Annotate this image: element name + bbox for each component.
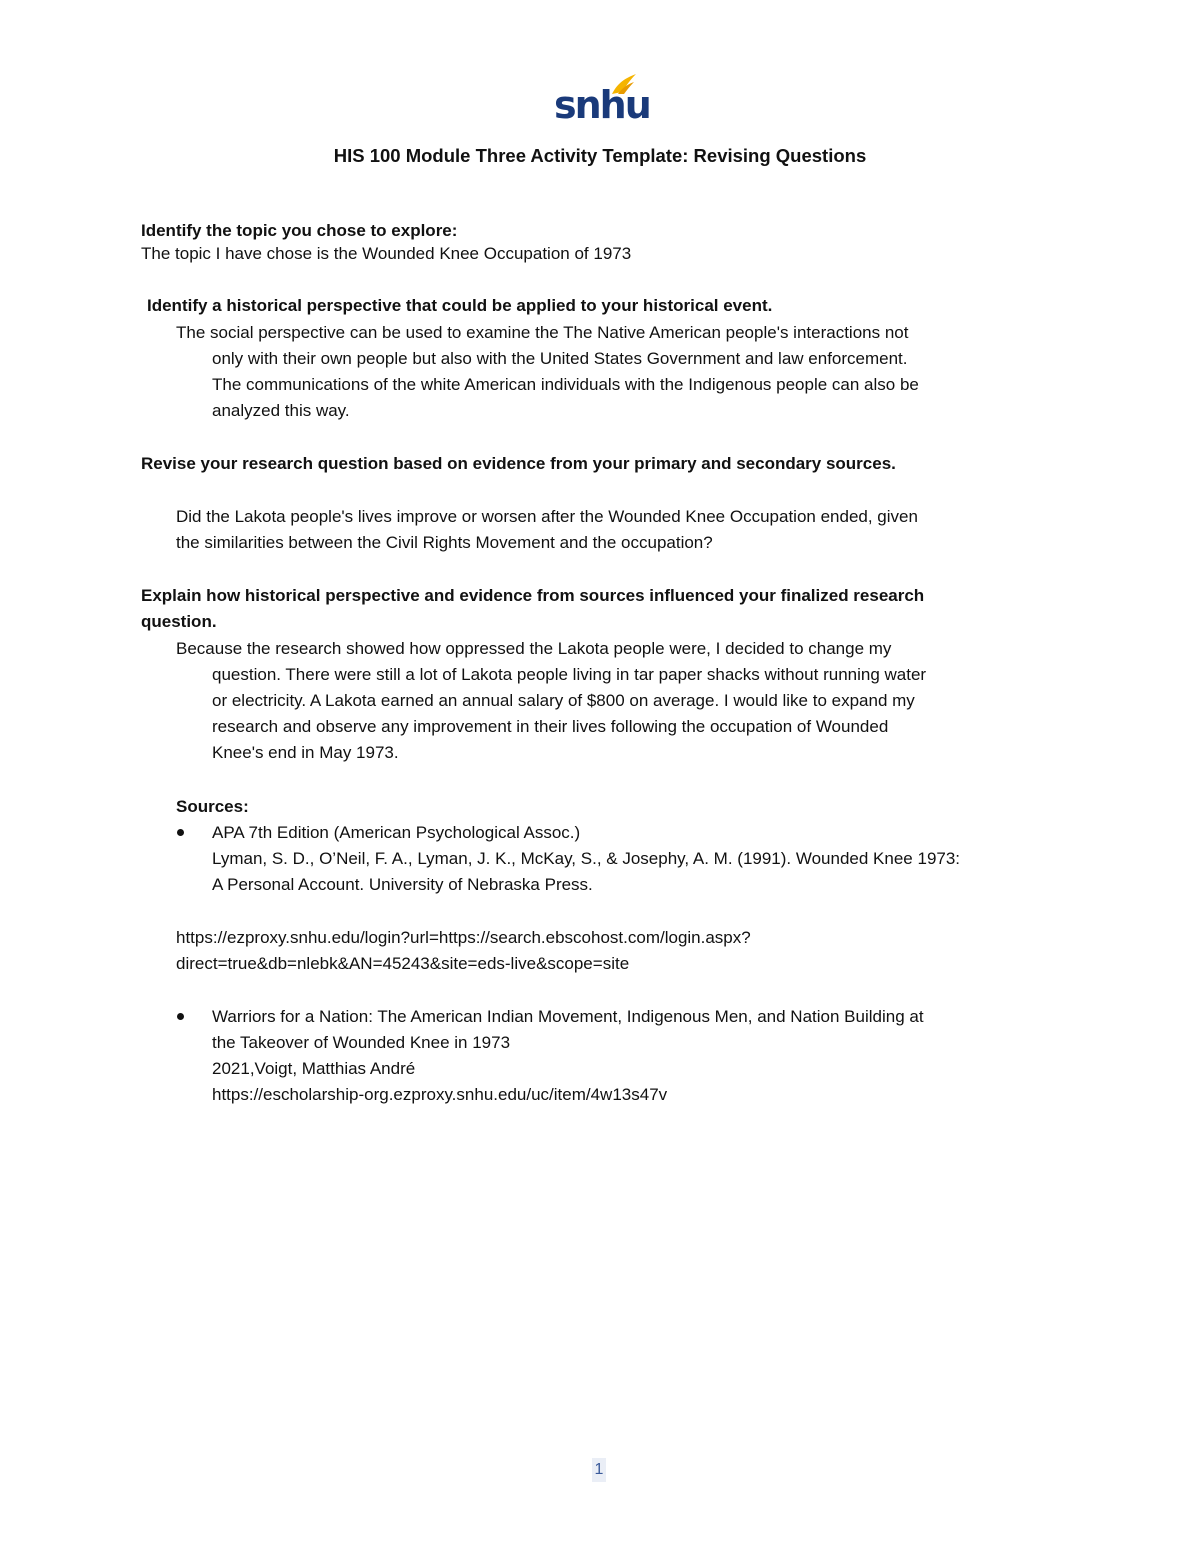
sources-heading: Sources: — [176, 797, 249, 816]
topic-answer: The topic I have chose is the Wounded Knee Occupation of 1973 — [141, 244, 632, 263]
explain-line: or electricity. A Lakota earned an annual salary of $800 on average. I would like to expand my — [212, 691, 915, 710]
source-line: the Takeover of Wounded Knee in 1973 — [212, 1033, 511, 1052]
perspective-line: analyzed this way. — [212, 401, 350, 420]
perspective-line: only with their own people but also with the United States Government and law enforcement. — [212, 349, 908, 368]
source-line: APA 7th Edition (American Psychological Assoc.) — [212, 823, 581, 842]
explain-line: research and observe any improvement in their lives following the occupation of Wounded — [212, 717, 889, 736]
source-line: Warriors for a Nation: The American Indian Movement, Indigenous Men, and Nation Building at — [212, 1007, 924, 1026]
snhu-logo — [554, 72, 650, 132]
bullet-icon — [177, 1013, 184, 1020]
explain-heading: question. — [141, 612, 217, 631]
source-url[interactable]: https://escholarship-org.ezproxy.snhu.edu/uc/item/4w13s47v — [212, 1085, 668, 1104]
perspective-line: The communications of the white American individuals with the Indigenous people can also be — [212, 375, 919, 394]
source-line: A Personal Account. University of Nebraska Press. — [212, 875, 593, 894]
source-line: Lyman, S. D., O’Neil, F. A., Lyman, J. K., McKay, S., & Josephy, A. M. (1991). Wounded Knee 1973: — [212, 849, 961, 868]
explain-heading: Explain how historical perspective and evidence from sources influenced your finalized research — [141, 586, 925, 605]
page-title: HIS 100 Module Three Activity Template: Revising Questions — [333, 145, 867, 166]
topic-heading: Identify the topic you chose to explore: — [141, 221, 458, 240]
explain-line: Because the research showed how oppressed the Lakota people were, I decided to change my — [176, 639, 892, 658]
explain-line: Knee's end in May 1973. — [212, 743, 399, 762]
source-line: 2021,Voigt, Matthias André — [212, 1059, 416, 1078]
source-url[interactable]: direct=true&db=nlebk&AN=45243&site=eds-live&scope=site — [176, 954, 630, 973]
logo-wordmark: snhu — [554, 83, 650, 127]
page-number: 1 — [592, 1458, 606, 1482]
revise-line: Did the Lakota people's lives improve or worsen after the Wounded Knee Occupation ended, given — [176, 507, 918, 526]
revise-line: the similarities between the Civil Rights Movement and the occupation? — [176, 533, 713, 552]
revise-heading: Revise your research question based on evidence from your primary and secondary sources. — [141, 454, 896, 473]
perspective-line: The social perspective can be used to examine the The Native American people's interactions not — [176, 323, 909, 342]
bullet-icon — [177, 829, 184, 836]
explain-line: question. There were still a lot of Lakota people living in tar paper shacks without running water — [212, 665, 927, 684]
perspective-heading: Identify a historical perspective that could be applied to your historical event. — [147, 296, 773, 315]
source-url[interactable]: https://ezproxy.snhu.edu/login?url=https://search.ebscohost.com/login.aspx? — [176, 928, 751, 947]
